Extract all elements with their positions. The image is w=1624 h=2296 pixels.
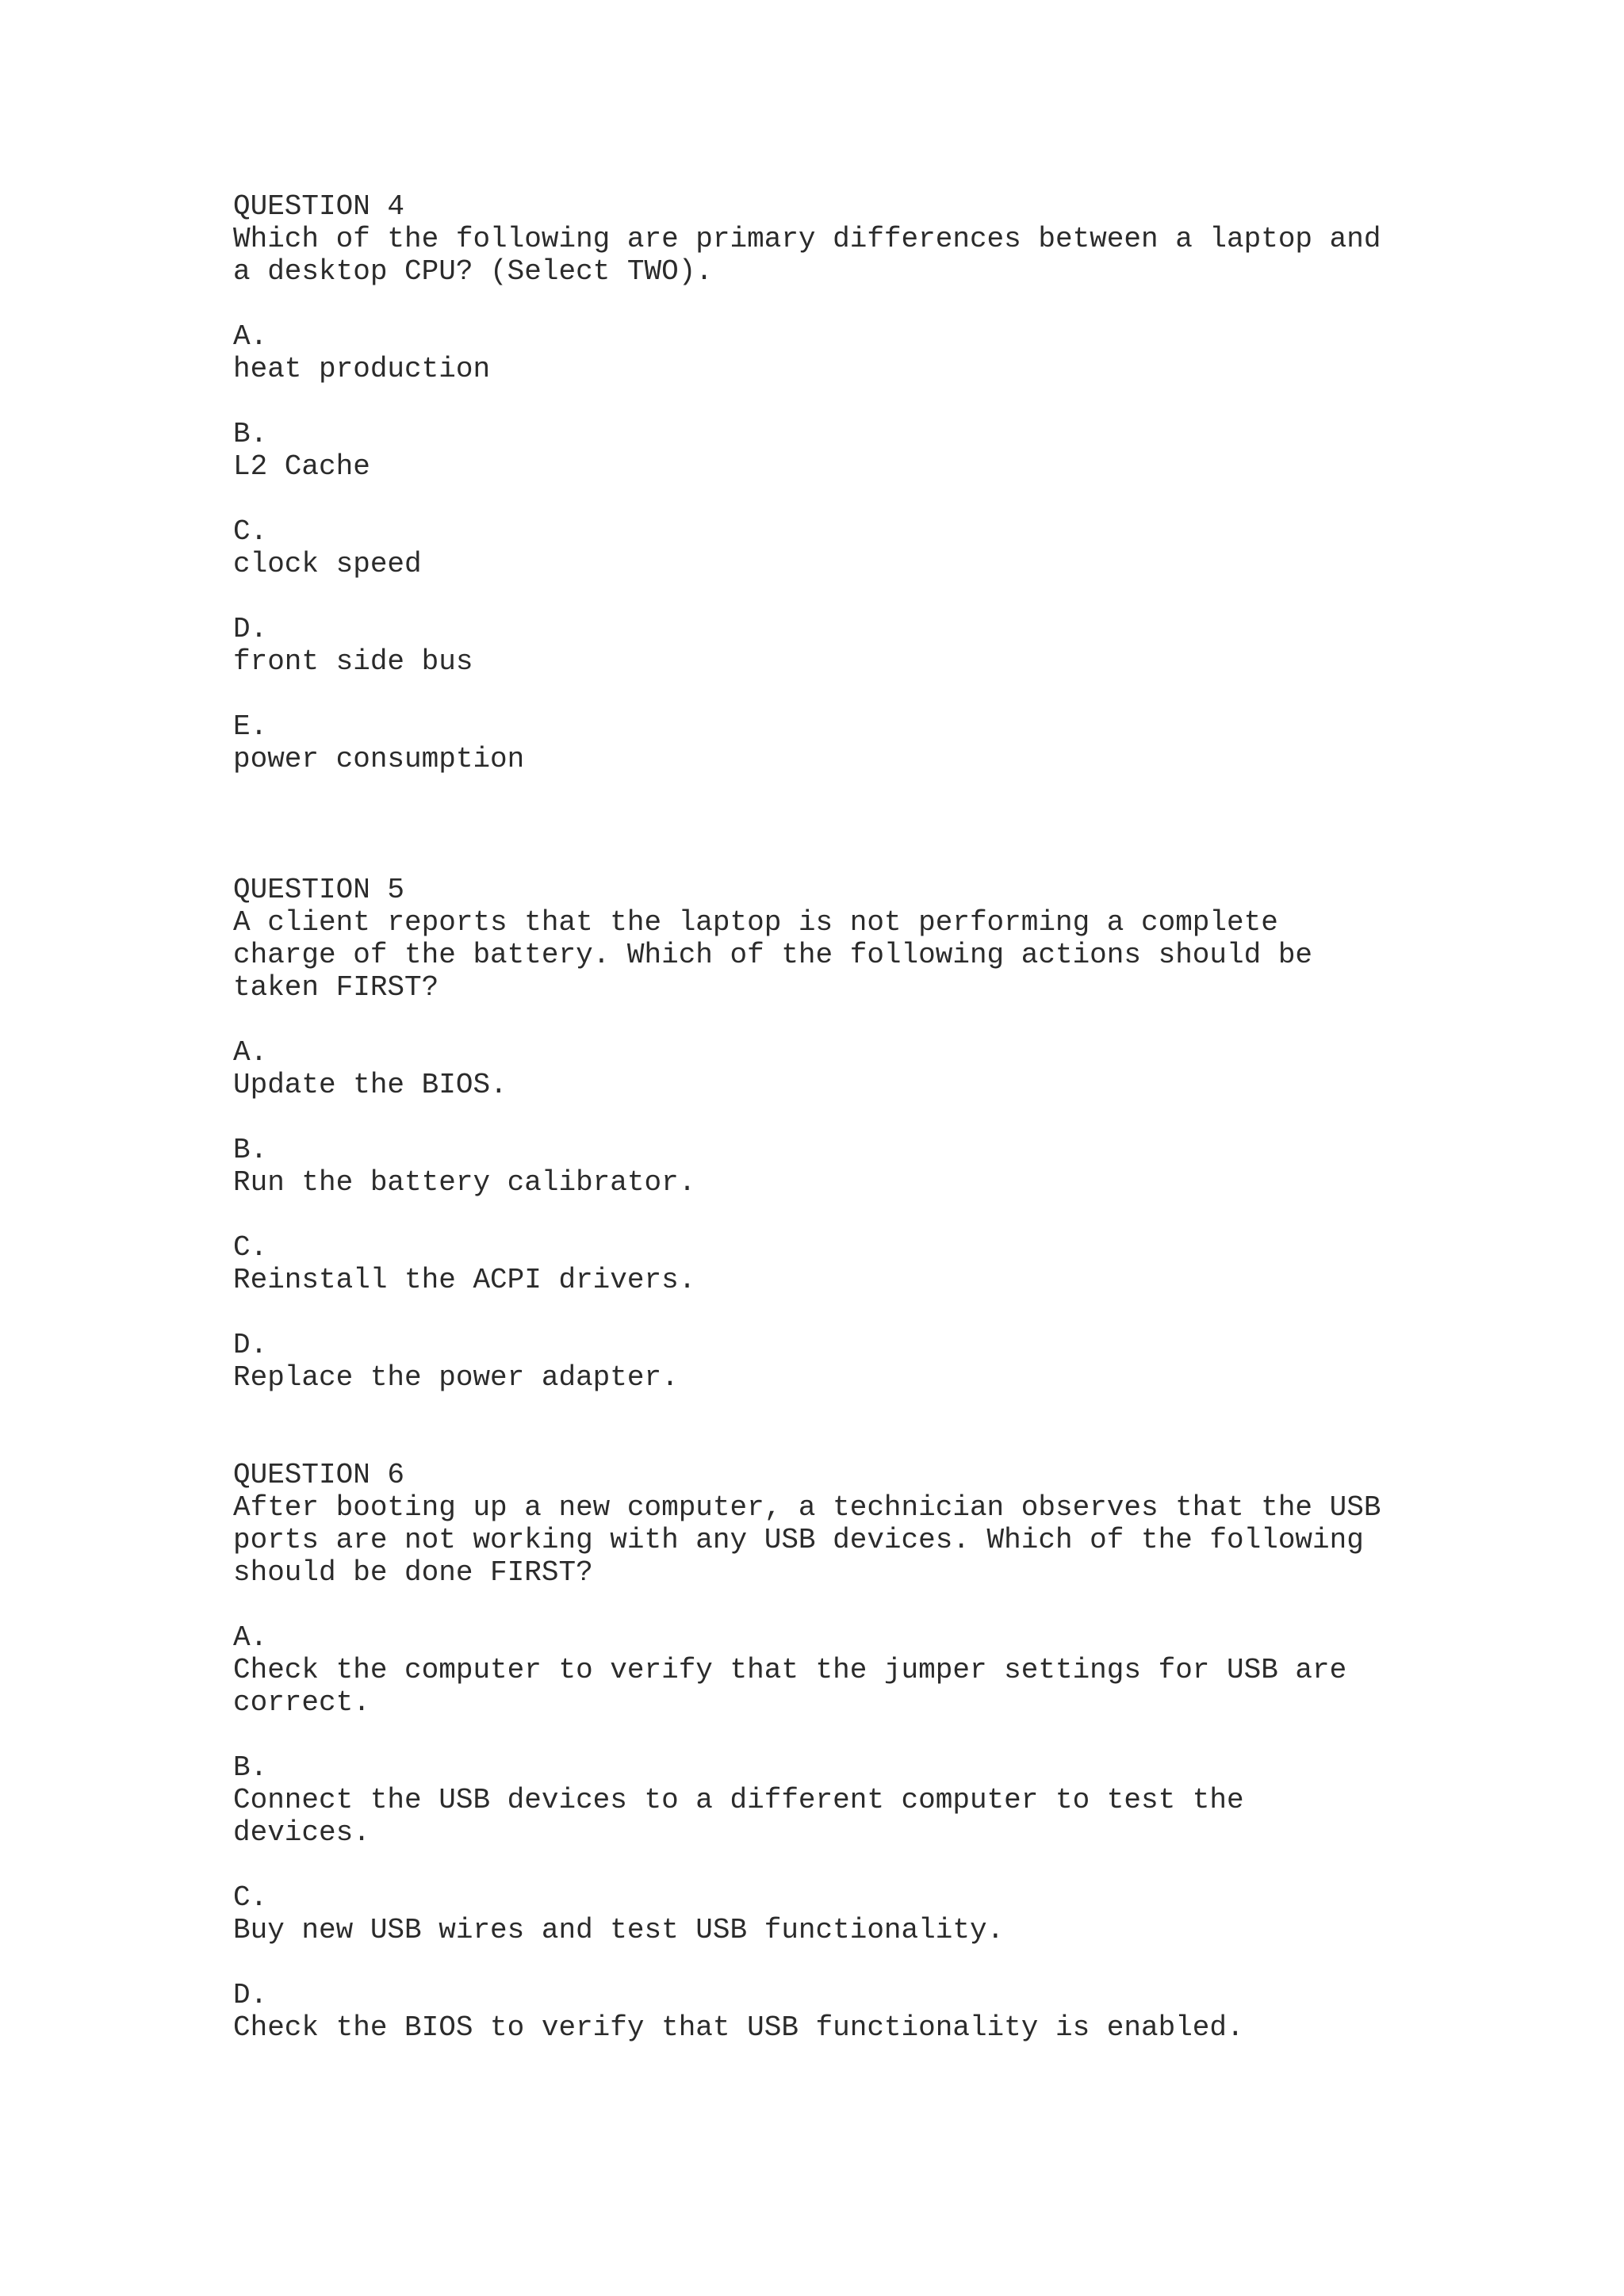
answer-option-b bbox=[233, 1751, 1423, 1849]
option-letter: E. bbox=[233, 710, 268, 743]
question-heading: QUESTION 4 bbox=[233, 190, 405, 223]
option-text: Check the computer to verify that the jumper settings for USB are bbox=[233, 1654, 1347, 1686]
option-letter: C. bbox=[233, 1881, 268, 1914]
option-letter: A. bbox=[233, 1621, 268, 1654]
question-prompt-line: taken FIRST? bbox=[233, 971, 439, 1004]
answer-option-c bbox=[233, 515, 1423, 580]
question-spacer bbox=[233, 1394, 1423, 1459]
option-text: correct. bbox=[233, 1686, 370, 1719]
question-5 bbox=[233, 874, 1423, 1394]
answer-option-a bbox=[233, 1621, 1423, 1719]
answer-option-b bbox=[233, 418, 1423, 483]
answer-option-b bbox=[233, 1134, 1423, 1199]
question-prompt-line: Which of the following are primary differences between a laptop and bbox=[233, 223, 1381, 255]
option-text: devices. bbox=[233, 1816, 370, 1849]
option-letter: B. bbox=[233, 1134, 268, 1166]
option-text: Buy new USB wires and test USB functionality. bbox=[233, 1914, 1005, 1946]
option-text: Connect the USB devices to a different computer to test the bbox=[233, 1784, 1244, 1816]
answer-option-d bbox=[233, 1329, 1423, 1394]
answer-option-c bbox=[233, 1231, 1423, 1296]
question-spacer bbox=[233, 775, 1423, 874]
option-text: clock speed bbox=[233, 548, 422, 580]
answer-option-c bbox=[233, 1881, 1423, 1946]
answer-option-a bbox=[233, 1036, 1423, 1101]
option-letter: D. bbox=[233, 613, 268, 645]
question-prompt-line: After booting up a new computer, a technician observes that the USB bbox=[233, 1491, 1381, 1524]
option-letter: C. bbox=[233, 515, 268, 548]
question-prompt-line: charge of the battery. Which of the following actions should be bbox=[233, 939, 1313, 971]
option-letter: D. bbox=[233, 1979, 268, 2011]
question-4 bbox=[233, 190, 1423, 775]
option-letter: B. bbox=[233, 1751, 268, 1784]
option-letter: A. bbox=[233, 320, 268, 353]
question-prompt-line: a desktop CPU? (Select TWO). bbox=[233, 255, 713, 288]
option-text: Replace the power adapter. bbox=[233, 1361, 679, 1394]
question-heading: QUESTION 6 bbox=[233, 1459, 405, 1491]
answer-option-d bbox=[233, 613, 1423, 678]
answer-option-a bbox=[233, 320, 1423, 385]
option-text: Run the battery calibrator. bbox=[233, 1166, 696, 1199]
document-content bbox=[233, 190, 1423, 2044]
question-heading: QUESTION 5 bbox=[233, 874, 405, 906]
option-text: Check the BIOS to verify that USB functionality is enabled. bbox=[233, 2011, 1244, 2044]
option-letter: A. bbox=[233, 1036, 268, 1069]
question-prompt-line: should be done FIRST? bbox=[233, 1556, 593, 1589]
answer-option-d bbox=[233, 1979, 1423, 2044]
option-text: L2 Cache bbox=[233, 450, 370, 483]
option-letter: C. bbox=[233, 1231, 268, 1264]
option-text: Reinstall the ACPI drivers. bbox=[233, 1264, 696, 1296]
option-text: front side bus bbox=[233, 645, 473, 678]
option-text: heat production bbox=[233, 353, 491, 385]
question-6 bbox=[233, 1459, 1423, 2044]
question-prompt-line: ports are not working with any USB devices. Which of the following bbox=[233, 1524, 1364, 1556]
question-prompt-line: A client reports that the laptop is not performing a complete bbox=[233, 906, 1278, 939]
answer-option-e bbox=[233, 710, 1423, 775]
option-text: power consumption bbox=[233, 743, 525, 775]
option-letter: B. bbox=[233, 418, 268, 450]
option-letter: D. bbox=[233, 1329, 268, 1361]
option-text: Update the BIOS. bbox=[233, 1069, 508, 1101]
